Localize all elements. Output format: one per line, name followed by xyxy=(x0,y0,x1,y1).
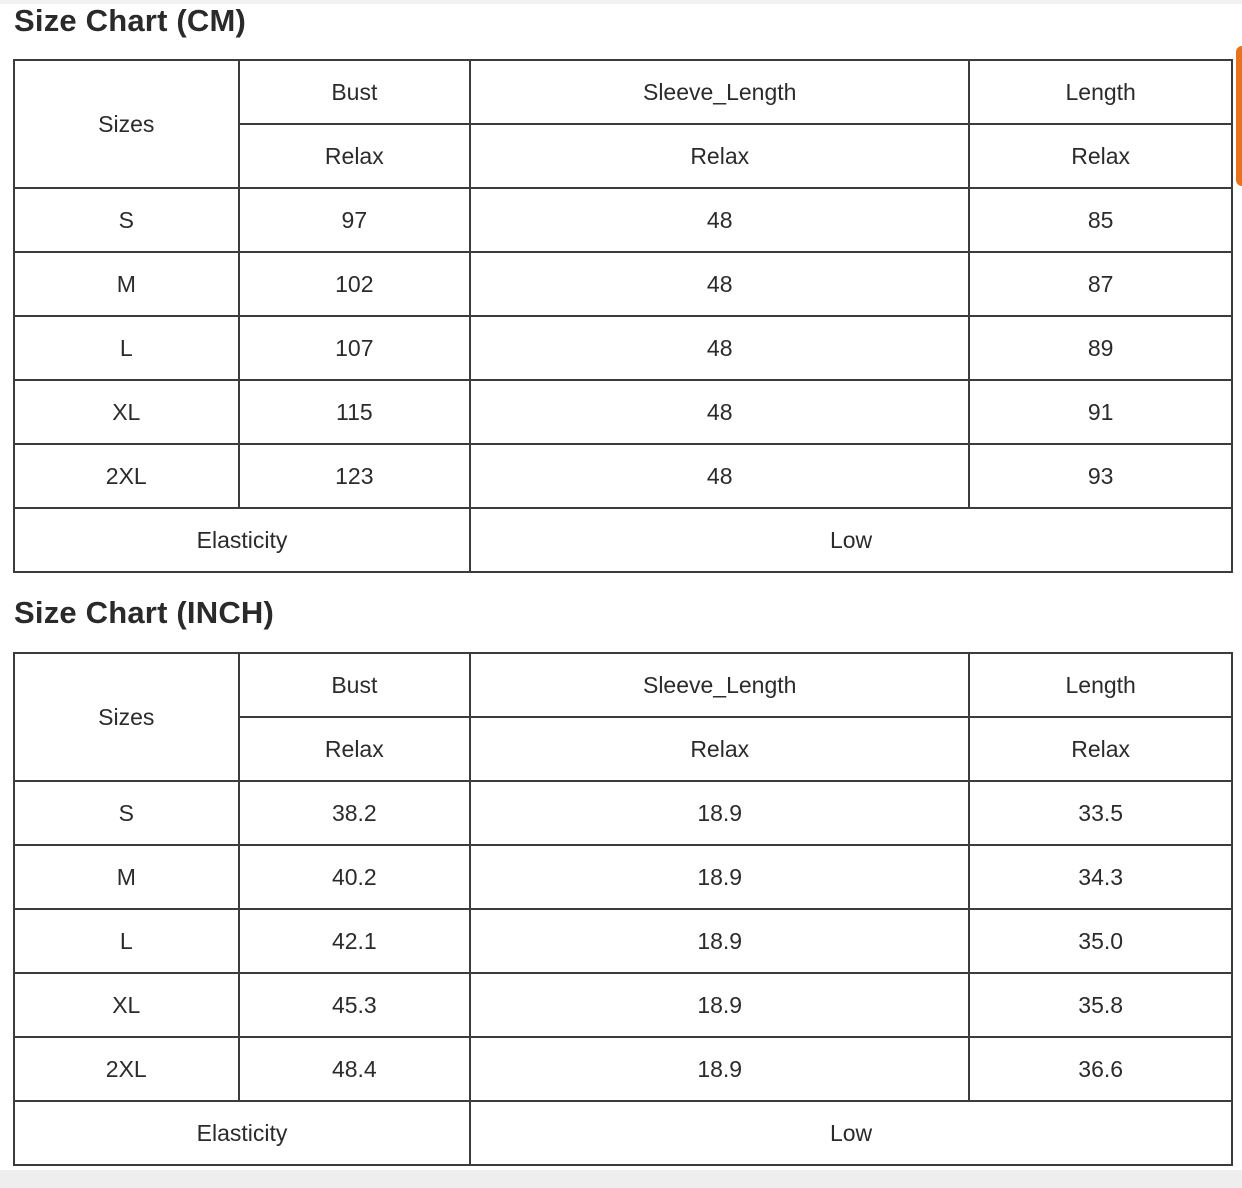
header-sizes: Sizes xyxy=(15,654,238,780)
table-row xyxy=(15,189,1231,251)
subheader-length-fit: Relax xyxy=(970,718,1231,780)
bust-cell: 123 xyxy=(240,445,470,507)
size-cell: 2XL xyxy=(15,445,238,507)
inch-chart-title: Size Chart (INCH) xyxy=(14,595,275,630)
sleeve-cell: 18.9 xyxy=(471,1038,968,1100)
header-sizes: Sizes xyxy=(15,61,238,187)
size-cell: M xyxy=(15,253,238,315)
header-length: Length xyxy=(970,654,1231,716)
header-bust: Bust xyxy=(240,61,470,123)
sleeve-cell: 48 xyxy=(471,381,968,443)
table-row xyxy=(15,782,1231,844)
length-cell: 93 xyxy=(970,445,1231,507)
bottom-strip xyxy=(0,1170,1242,1188)
table-row xyxy=(15,317,1231,379)
length-cell: 35.8 xyxy=(970,974,1231,1036)
size-chart-inch-table xyxy=(13,652,1233,1166)
header-bust: Bust xyxy=(240,654,470,716)
size-cell: XL xyxy=(15,381,238,443)
table-header-row xyxy=(15,654,1231,716)
elasticity-row xyxy=(15,509,1231,571)
size-cell: L xyxy=(15,910,238,972)
header-sleeve-length: Sleeve_Length xyxy=(471,61,968,123)
sleeve-cell: 18.9 xyxy=(471,974,968,1036)
table-row xyxy=(15,846,1231,908)
subheader-sleeve-fit: Relax xyxy=(471,125,968,187)
side-tab[interactable] xyxy=(1236,46,1242,186)
table-row xyxy=(15,1038,1231,1100)
length-cell: 35.0 xyxy=(970,910,1231,972)
length-cell: 85 xyxy=(970,189,1231,251)
size-cell: S xyxy=(15,782,238,844)
header-sleeve-length: Sleeve_Length xyxy=(471,654,968,716)
cm-chart-title: Size Chart (CM) xyxy=(14,3,247,38)
subheader-length-fit: Relax xyxy=(970,125,1231,187)
elasticity-label: Elasticity xyxy=(15,509,469,571)
sleeve-cell: 18.9 xyxy=(471,846,968,908)
length-cell: 91 xyxy=(970,381,1231,443)
length-cell: 33.5 xyxy=(970,782,1231,844)
bust-cell: 115 xyxy=(240,381,470,443)
bust-cell: 48.4 xyxy=(240,1038,470,1100)
table-row xyxy=(15,910,1231,972)
length-cell: 34.3 xyxy=(970,846,1231,908)
sleeve-cell: 48 xyxy=(471,189,968,251)
table-header-row xyxy=(15,61,1231,123)
header-length: Length xyxy=(970,61,1231,123)
size-cell: S xyxy=(15,189,238,251)
subheader-sleeve-fit: Relax xyxy=(471,718,968,780)
length-cell: 89 xyxy=(970,317,1231,379)
elasticity-row xyxy=(15,1102,1231,1164)
elasticity-label: Elasticity xyxy=(15,1102,469,1164)
elasticity-value: Low xyxy=(471,1102,1231,1164)
subheader-bust-fit: Relax xyxy=(240,125,470,187)
size-cell: M xyxy=(15,846,238,908)
table-row xyxy=(15,381,1231,443)
bust-cell: 107 xyxy=(240,317,470,379)
bust-cell: 102 xyxy=(240,253,470,315)
bust-cell: 42.1 xyxy=(240,910,470,972)
size-cell: XL xyxy=(15,974,238,1036)
size-chart-cm-table xyxy=(13,59,1233,573)
sleeve-cell: 18.9 xyxy=(471,782,968,844)
table-row xyxy=(15,253,1231,315)
sleeve-cell: 48 xyxy=(471,317,968,379)
sleeve-cell: 48 xyxy=(471,445,968,507)
sleeve-cell: 18.9 xyxy=(471,910,968,972)
length-cell: 36.6 xyxy=(970,1038,1231,1100)
bust-cell: 40.2 xyxy=(240,846,470,908)
bust-cell: 45.3 xyxy=(240,974,470,1036)
size-cell: 2XL xyxy=(15,1038,238,1100)
table-row xyxy=(15,974,1231,1036)
sleeve-cell: 48 xyxy=(471,253,968,315)
size-cell: L xyxy=(15,317,238,379)
length-cell: 87 xyxy=(970,253,1231,315)
bust-cell: 38.2 xyxy=(240,782,470,844)
subheader-bust-fit: Relax xyxy=(240,718,470,780)
elasticity-value: Low xyxy=(471,509,1231,571)
bust-cell: 97 xyxy=(240,189,470,251)
table-row xyxy=(15,445,1231,507)
